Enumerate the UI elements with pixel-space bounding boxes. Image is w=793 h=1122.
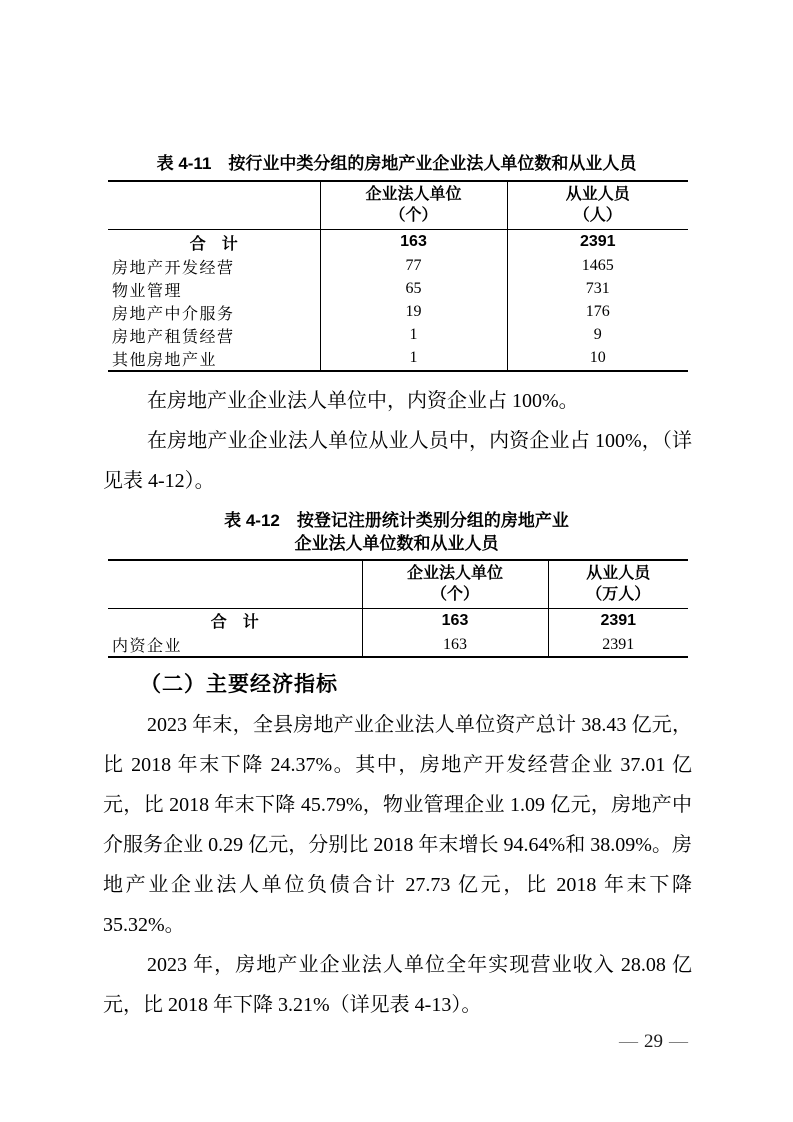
row-label: 房地产中介服务 [112,305,235,323]
table-header-row [108,560,688,609]
units-header-line2: （个） [430,585,479,603]
units-header [362,560,548,609]
row-label: 合 计 [189,235,238,253]
cell-units: 1 [320,347,507,371]
cell-persons: 176 [507,301,688,324]
persons-header-line2: （人） [573,207,622,224]
cell-persons: 731 [507,278,688,301]
cell-units: 65 [320,278,507,301]
paragraph-domestic-units: 在房地产业企业法人单位中，内资企业占 100%。 [147,389,579,412]
paragraph-domestic-employees: 在房地产业企业法人单位从业人员中，内资企业占 100%，（详见表 4-12）。 [103,429,692,492]
page-number-dash-left: — [619,1031,638,1052]
cell-persons: 2391 [548,608,688,633]
row-label: 其他房地产业 [112,351,218,369]
table-row [108,633,688,657]
cell-persons: 1465 [507,255,688,278]
table-4-12-caption-line1: 表 4-12 按登记注册统计类别分组的房地产业 [224,510,569,530]
cell-persons: 10 [507,347,688,371]
empty-header-cell [108,560,362,609]
table-4-11-caption: 表 4-11 按行业中类分组的房地产业企业法人单位数和从业人员 [156,154,637,173]
table-4-12 [108,559,688,659]
cell-units: 19 [320,301,507,324]
section-heading-economic-indicators: （二）主要经济指标 [140,673,338,696]
persons-header [507,181,688,230]
table-4-11 [108,180,688,372]
page-number-value: 29 [644,1031,663,1052]
page-number [0,1029,688,1055]
cell-units: 163 [362,633,548,657]
row-label: 合 计 [210,614,259,632]
table-row [108,278,688,301]
paragraph-assets: 2023 年末，全县房地产业企业法人单位资产总计 38.43 亿元，比 2018 年末下降 24.37%。其中，房地产开发经营企业 37.01 亿元，比 2018 年末下降 45.79%，物业管理企业 1.09 亿元，房地产中介服务企业 0.29 亿元，分别比 2018 年末增长 94.64%和 38.09%。房地产业企业法人单位负债合计 27.73 亿元，比 2018 年末下降 35.32%。 [103,714,692,936]
cell-persons: 2391 [548,633,688,657]
cell-units: 1 [320,324,507,347]
table-row [108,255,688,278]
cell-persons: 9 [507,324,688,347]
table-row-total [108,608,688,633]
row-label: 物业管理 [112,282,183,300]
persons-header-line1: 从业人员 [565,186,630,203]
persons-header [548,560,688,609]
empty-header-cell [108,181,320,230]
persons-header-line2: （万人） [586,585,651,603]
row-label: 房地产租赁经营 [112,328,235,346]
paragraph-revenue: 2023 年，房地产业企业法人单位全年实现营业收入 28.08 亿元，比 2018 年下降 3.21%（详见表 4-13）。 [103,954,692,1016]
cell-units: 163 [320,230,507,255]
cell-persons: 2391 [507,230,688,255]
units-header-line1: 企业法人单位 [365,186,462,203]
table-header-row [108,181,688,230]
table-4-12-caption-line2: 企业法人单位数和从业人员 [294,533,499,553]
table-row-total [108,230,688,255]
units-header-line2: （个） [389,207,438,224]
cell-units: 77 [320,255,507,278]
row-label: 内资企业 [112,638,183,655]
cell-units: 163 [362,608,548,633]
table-row [108,324,688,347]
persons-header-line1: 从业人员 [586,564,651,582]
row-label: 房地产开发经营 [112,259,235,277]
units-header-line1: 企业法人单位 [406,564,503,582]
table-row [108,301,688,324]
units-header [320,181,507,230]
page-number-dash-right: — [669,1031,688,1052]
table-4-12-caption [0,509,793,555]
table-row [108,347,688,371]
